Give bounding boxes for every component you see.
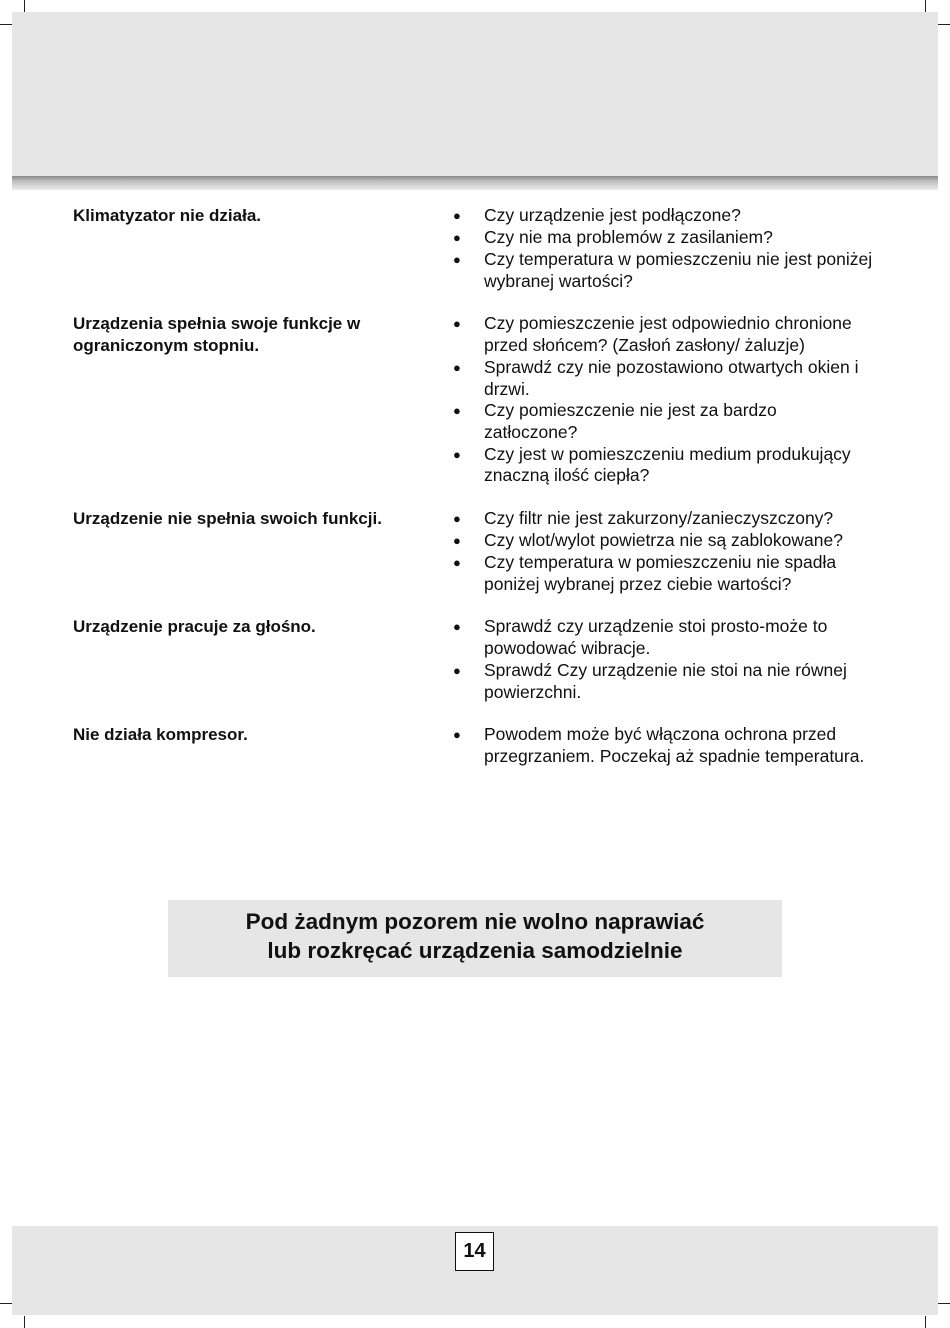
check-item [453, 400, 873, 443]
crop-mark [925, 1316, 926, 1328]
check-text: Czy pomieszczenie jest odpowiednio chronione przed słońcem? (Zasłoń zasłony/ żaluzje) [484, 313, 852, 356]
check-text: Czy filtr nie jest zakurzony/zanieczyszczony? [484, 508, 834, 529]
check-list [453, 724, 873, 767]
bullet-icon: ● [453, 208, 461, 223]
check-item [453, 724, 873, 767]
crop-mark [925, 0, 926, 12]
check-item [453, 530, 873, 552]
bullet-icon: ● [453, 662, 461, 678]
troubleshooting-row [73, 724, 893, 767]
check-item [453, 660, 873, 703]
check-text: Czy jest w pomieszczeniu medium produkujący znaczną ilość ciepła? [484, 443, 851, 486]
bullet-icon: ● [453, 511, 461, 527]
check-text: Czy temperatura w pomieszczeniu nie jest poniżej wybranej wartości? [484, 249, 873, 291]
troubleshooting-table [73, 205, 893, 789]
check-text: Czy wlot/wylot powietrza nie są zablokowane? [484, 530, 843, 551]
page-number: 14 [455, 1232, 494, 1271]
check-item [453, 249, 873, 292]
check-item [453, 616, 873, 659]
notice-line-1: Pod żadnym pozorem nie wolno naprawiać [245, 909, 705, 934]
crop-mark [938, 24, 950, 25]
check-text: Czy temperatura w pomieszczeniu nie spadła poniżej wybranej przez ciebie wartości? [484, 552, 837, 594]
check-list [453, 508, 873, 595]
problem-label: Urządzenie nie spełnia swoich funkcji. [73, 509, 382, 529]
crop-mark [24, 0, 25, 12]
problem-label: Urządzenie pracuje za głośno. [73, 617, 316, 637]
troubleshooting-row [73, 313, 893, 487]
crop-mark [938, 1303, 950, 1304]
problem-label: Nie działa kompresor. [73, 725, 248, 745]
check-text: Sprawdź czy nie pozostawiono otwartych okien i drzwi. [484, 356, 859, 399]
check-item [453, 444, 873, 487]
check-text: Czy pomieszczenie nie jest za bardzo zatłoczone? [484, 400, 777, 442]
bullet-icon: ● [453, 533, 461, 549]
crop-mark [0, 1303, 12, 1304]
header-band [12, 12, 938, 178]
check-text: Powodem może być włączona ochrona przed przegrzaniem. Poczekaj aż spadnie temperatura. [484, 724, 865, 766]
check-list [453, 616, 873, 703]
troubleshooting-row [73, 205, 893, 292]
check-text: Sprawdź czy urządzenie stoi prosto-może to powodować wibracje. [484, 616, 828, 659]
check-item [453, 227, 873, 249]
crop-mark [0, 24, 12, 25]
bullet-icon: ● [453, 446, 461, 462]
check-text: Czy urządzenie jest podłączone? [484, 205, 741, 225]
bullet-icon: ● [453, 316, 461, 332]
bullet-icon: ● [453, 727, 461, 743]
bullet-icon: ● [453, 555, 461, 571]
check-item [453, 552, 873, 595]
problem-label: Klimatyzator nie działa. [73, 206, 261, 225]
check-item [453, 508, 873, 530]
check-item [453, 357, 873, 400]
notice-line-2: lub rozkręcać urządzenia samodzielnie [267, 938, 683, 963]
check-text: Sprawdź Czy urządzenie nie stoi na nie równej powierzchni. [484, 659, 847, 702]
check-text: Czy nie ma problemów z zasilaniem? [484, 227, 773, 247]
bullet-icon: ● [453, 230, 461, 245]
bullet-icon: ● [453, 619, 461, 635]
bullet-icon: ● [453, 252, 461, 267]
check-list [453, 313, 873, 487]
troubleshooting-row [73, 616, 893, 703]
check-list [453, 205, 873, 292]
problem-label: Urządzenia spełnia swoje funkcje w ograniczonym stopniu. [73, 314, 361, 356]
check-item [453, 205, 873, 227]
header-shadow [12, 176, 938, 190]
check-item [453, 313, 873, 356]
troubleshooting-row [73, 508, 893, 595]
bullet-icon: ● [453, 359, 461, 375]
bullet-icon: ● [453, 403, 461, 419]
warning-notice [168, 900, 782, 977]
crop-mark [24, 1316, 25, 1328]
